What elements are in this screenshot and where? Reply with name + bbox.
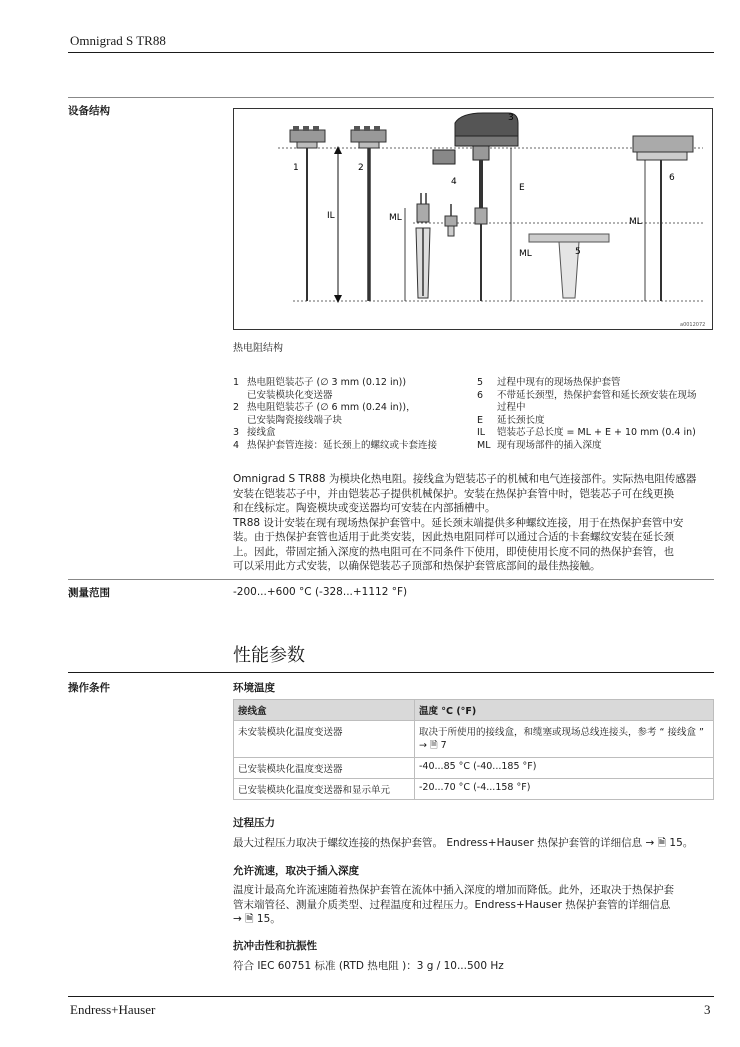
legend-text: 已安装陶瓷接线端子块 [247,414,343,426]
legend-item [477,377,714,390]
table-cell: -20...70 °C (-4...158 °F) [415,779,714,800]
shock-text: 符合 IEC 60751 标准 (RTD 热电阻 )：3 g / 10...500 Hz [233,960,504,972]
legend-item [233,402,473,415]
cell-line: 取决于所使用的接线盒，和缆塞或现场总线连接头，参考 “ 接线盒 ” [419,727,704,738]
paragraph-line: 管末端管径、测量介质类型、过程温度和过程压力。Endress+Hauser 热保护套管的详细信息 [233,898,671,911]
callout-5: 5 [575,247,581,257]
legend-left [233,377,473,452]
pressure-text: 最大过程压力取决于螺纹连接的热保护套管。 Endress+Hauser 热保护套管的详细信息 → 🗎 15。 [233,837,694,849]
legend-key: 5 [477,377,484,388]
dim-e: E [519,183,525,193]
figure-caption: 热电阻结构 [233,343,283,354]
flow-heading: 允许流速，取决于插入深度 [233,865,359,877]
legend-key: 1 [233,377,240,388]
legend-item [233,427,473,440]
table-cell: 已安装模块化温度变送器和显示单元 [234,779,415,800]
paragraph-line: 温度计最高允许流速随着热保护套管在流体中插入深度的增加而降低。此外，还取决于热保护套 [233,884,674,896]
column-header: 温度 °C (°F) [415,700,714,721]
paragraph-line: 上。因此，带固定插入深度的热电阻可在不同条件下使用，即使使用长度不同的热保护套管，也 [233,545,674,558]
dim-il: IL [327,211,335,221]
footer-rule [68,996,714,997]
range-value: -200...+600 °C (-328...+1112 °F) [233,586,408,598]
legend-item [477,390,714,403]
callout-4: 4 [451,177,457,187]
callout-6: 6 [669,173,675,183]
range-rule [68,579,714,580]
header-title: Omnigrad S TR88 [70,33,166,48]
legend-key [477,402,497,415]
table-header-row [234,700,714,721]
callout-3: 3 [508,113,514,123]
legend-text: 已安装模块化变送器 [247,389,333,401]
legend-text: 现有现场部件的插入深度 [497,439,602,451]
paragraph-line: Omnigrad S TR88 为模块化热电阻。接线盒为铠装芯子的机械和电气连接部件。实际热电阻传感器 [233,473,697,485]
legend-text: 不带延长颈型，热保护套管和延长颈安装在现场 [497,389,697,401]
design-label: 设备结构 [68,105,110,117]
legend-text: 过程中 [497,402,526,413]
figure-code: a0012072 [680,322,706,328]
legend-item [477,440,714,453]
legend-text: 热电阻铠装芯子 (∅ 3 mm (0.12 in)) [247,377,407,388]
table-cell [415,721,714,758]
section-title: 性能参数 [233,645,305,666]
page-number: 3 [704,1002,711,1017]
legend-key: 4 [233,439,240,451]
legend-item [233,415,473,428]
table-row [234,721,714,758]
flow-text [233,883,717,927]
dim-ml-c: ML [629,217,642,227]
legend-item [477,415,714,428]
table-cell: 未安装模块化温度变送器 [234,721,415,758]
legend-text: 热保护套管连接：延长颈上的螺纹或卡套连接 [247,439,438,451]
legend-text: 接线盒 [247,427,276,438]
range-label: 测量范围 [68,587,110,599]
column-header: 接线盒 [234,700,415,721]
shock-heading: 抗冲击性和抗振性 [233,940,317,952]
legend-text: 过程中现有的现场热保护套管 [497,377,621,388]
pressure-heading: 过程压力 [233,817,275,829]
legend-key: E [477,414,484,426]
thermometer-drawing [233,108,713,330]
legend-item [233,390,473,403]
legend-right [477,377,714,452]
table-row [234,779,714,800]
legend-item [233,440,473,453]
legend-key: 6 [477,389,484,401]
legend-key: ML [477,439,491,451]
paragraph-line: → 🗎 15。 [233,913,281,925]
design-rule [68,97,714,98]
legend-text: 铠装芯子总长度 = ML + E + 10 mm (0.4 in) [497,427,696,438]
header-rule [68,52,714,53]
paragraph-line: 装。由于热保护套管也适用于此类安装，因此热电阻同样可以通过合适的卡套螺纹安装在延长颈 [233,531,674,543]
paragraph-line: 和在线标定。陶瓷模块或变送器均可安装在内部插槽中。 [233,502,496,514]
table-cell: -40...85 °C (-40...185 °F) [415,758,714,779]
paragraph-line: TR88 设计安装在现有现场热保护套管中。延长颈末端提供多种螺纹连接，用于在热保护套管中安 [233,516,684,529]
legend-item [477,402,714,415]
design-paragraph [233,472,717,574]
dim-ml-a: ML [389,213,402,223]
legend-text: 延长颈长度 [497,414,545,426]
paragraph-line: 可以采用此方式安装，以确保铠装芯子顶部和热保护套管底部间的最佳热接触。 [233,560,601,572]
cell-line: → 🗎 7 [419,740,447,751]
legend-key: 2 [233,402,240,413]
ambient-table [233,699,714,800]
table-cell: 已安装模块化温度变送器 [234,758,415,779]
legend-key: 3 [233,427,240,438]
thermowell-icon [416,193,430,298]
callout-2: 2 [358,163,364,173]
footer-brand: Endress+Hauser [70,1002,156,1017]
legend-text: 热电阻铠装芯子 (∅ 6 mm (0.24 in))， [247,402,416,413]
legend-key: IL [477,427,486,438]
legend-item [477,427,714,440]
operating-label: 操作条件 [68,682,110,694]
design-figure [233,108,713,330]
legend-key [233,415,247,428]
paragraph-line: 安装在铠装芯子中，并由铠装芯子提供机械保护。安装在热保护套管中时，铠装芯子可在线更换 [233,487,674,500]
legend-key [233,390,247,403]
legend-item [233,377,473,390]
dim-ml-b: ML [519,249,532,259]
table-row [234,758,714,779]
performance-rule [68,672,714,673]
callout-1: 1 [293,163,299,173]
ambient-heading: 环境温度 [233,682,275,694]
